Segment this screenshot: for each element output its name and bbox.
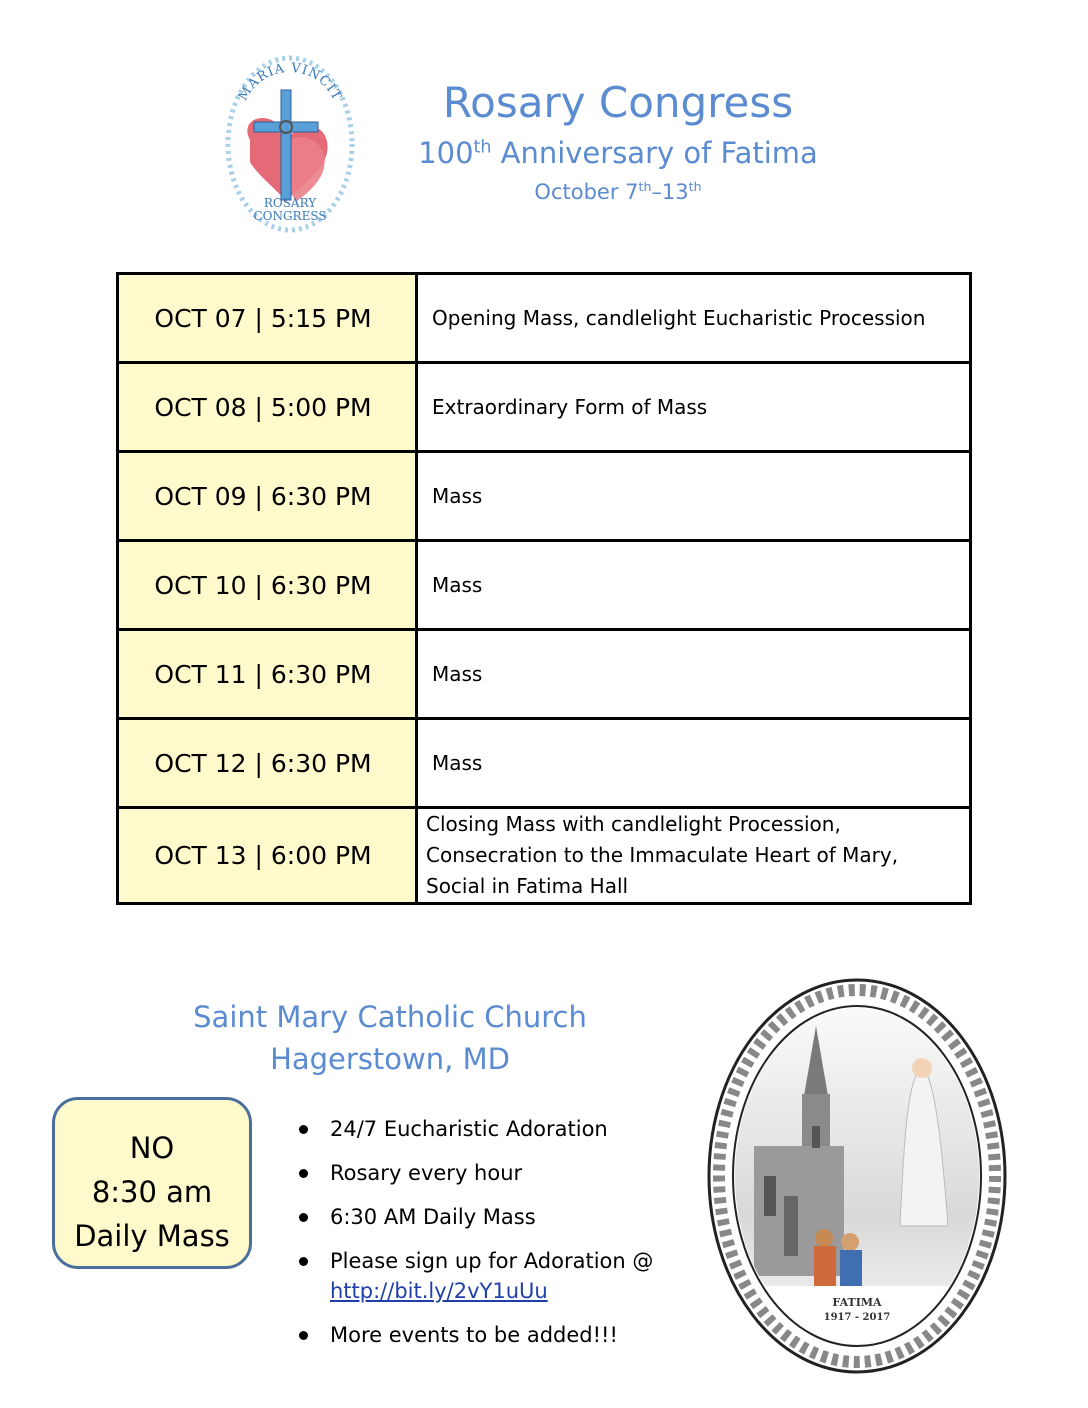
logo-arc-text: MARIA VINCIT	[235, 60, 345, 104]
schedule-datetime: OCT 10 | 6:30 PM	[118, 541, 417, 630]
list-item: More events to be added!!!	[296, 1320, 716, 1350]
schedule-event: Mass	[417, 630, 971, 719]
schedule-event: Mass	[417, 719, 971, 808]
dates-start-ordinal: th	[638, 179, 652, 194]
table-row	[118, 808, 971, 904]
event-line: Social in Fatima Hall	[426, 874, 629, 898]
page-subtitle	[380, 136, 856, 170]
schedule-event: Extraordinary Form of Mass	[417, 363, 971, 452]
list-item: 24/7 Eucharistic Adoration	[296, 1114, 716, 1144]
rosary-congress-logo	[220, 52, 360, 238]
notice-line: 8:30 am	[91, 1175, 213, 1209]
dates-end: –13	[651, 180, 689, 204]
schedule-datetime: OCT 08 | 5:00 PM	[118, 363, 417, 452]
page-title: Rosary Congress	[442, 78, 794, 127]
subtitle-text: Anniversary of Fatima	[491, 136, 818, 170]
events-list	[296, 1114, 716, 1364]
table-row	[118, 452, 971, 541]
fatima-framed-image	[704, 976, 1010, 1376]
dates-start: October 7	[534, 180, 639, 204]
signup-text: Please sign up for Adoration @	[330, 1249, 654, 1273]
notice-line: NO	[129, 1131, 175, 1165]
schedule-datetime: OCT 11 | 6:30 PM	[118, 630, 417, 719]
schedule-event	[417, 808, 971, 904]
church-info	[160, 996, 620, 1080]
table-row	[118, 363, 971, 452]
table-row	[118, 630, 971, 719]
fatima-years: 1917 - 2017	[823, 1312, 891, 1323]
subtitle-ordinal: th	[473, 137, 492, 158]
schedule-event: Mass	[417, 452, 971, 541]
event-line: Closing Mass with candlelight Procession,	[426, 812, 841, 836]
schedule-datetime: OCT 09 | 6:30 PM	[118, 452, 417, 541]
schedule-event: Mass	[417, 541, 971, 630]
schedule-datetime: OCT 07 | 5:15 PM	[118, 274, 417, 363]
list-item: Rosary every hour	[296, 1158, 716, 1188]
table-row	[118, 719, 971, 808]
list-item	[296, 1246, 716, 1306]
logo-text-congress: CONGRESS	[253, 209, 327, 223]
schedule-event: Opening Mass, candlelight Eucharistic Procession	[417, 274, 971, 363]
schedule-table	[116, 272, 972, 905]
no-daily-mass-notice	[52, 1097, 252, 1269]
event-line: Consecration to the Immaculate Heart of Mary,	[426, 843, 899, 867]
subtitle-number: 100	[418, 136, 474, 170]
table-row	[118, 541, 971, 630]
dates-end-ordinal: th	[688, 179, 702, 194]
event-dates	[480, 180, 756, 204]
list-item: 6:30 AM Daily Mass	[296, 1202, 716, 1232]
church-name: Saint Mary Catholic Church	[193, 1000, 587, 1034]
logo-text-rosary: ROSARY	[263, 196, 317, 210]
table-row	[118, 274, 971, 363]
adoration-signup-link[interactable]: http://bit.ly/2vY1uUu	[330, 1279, 548, 1303]
fatima-caption: FATIMA	[832, 1296, 882, 1309]
schedule-datetime: OCT 13 | 6:00 PM	[118, 808, 417, 904]
notice-line: Daily Mass	[74, 1219, 230, 1253]
schedule-datetime: OCT 12 | 6:30 PM	[118, 719, 417, 808]
church-city: Hagerstown, MD	[270, 1042, 510, 1076]
